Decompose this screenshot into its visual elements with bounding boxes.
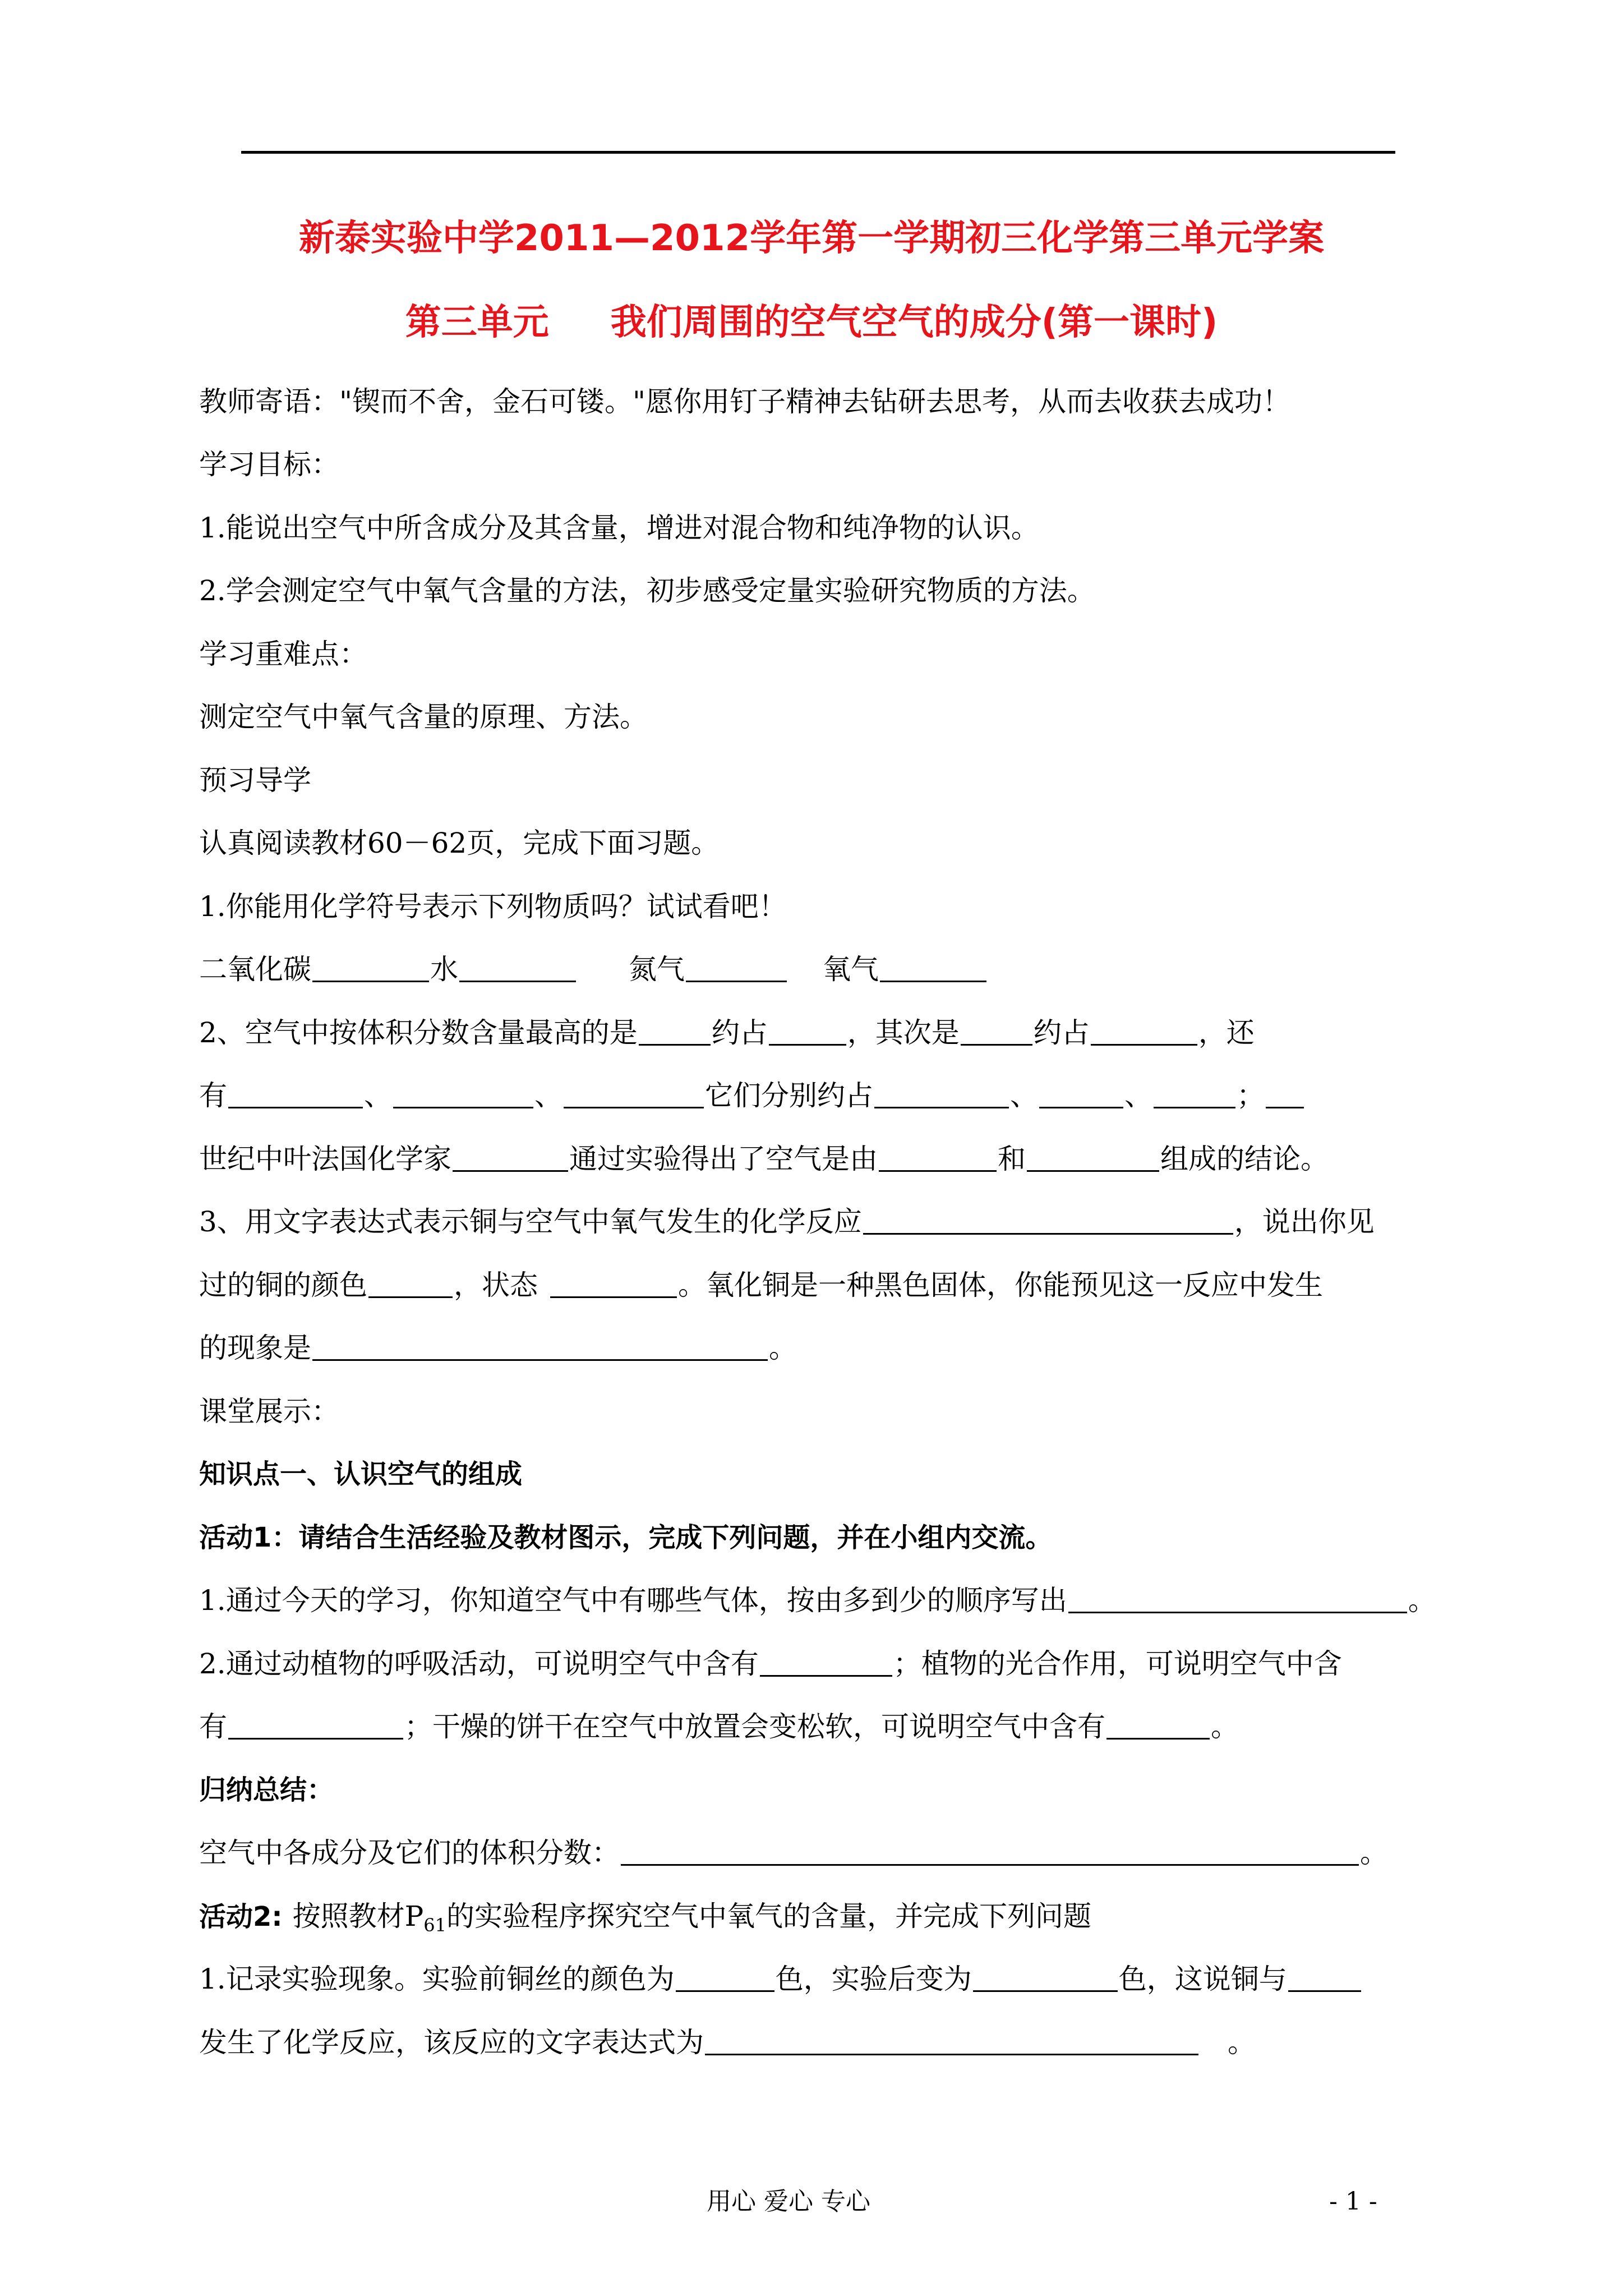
question-3-line-3: 的现象是 。 [199, 1328, 797, 1368]
summary-heading: 归纳总结： [199, 1774, 334, 1806]
activity-1-question-1: 1.通过今天的学习，你知道空气中有哪些气体，按由多到少的顺序写出 。 [199, 1581, 1436, 1620]
question-2-line-2: 有 、 、 它们分别约占 、 、 ； [199, 1076, 1305, 1115]
key-points-heading: 学习重难点： [199, 638, 367, 670]
unit-label: 第三单元 [405, 302, 549, 343]
document-subtitle [0, 300, 1623, 345]
goal-1: 1.能说出空气中所含成分及其含量，增进对混合物和纯净物的认识。 [199, 512, 1039, 544]
answer-blank[interactable] [1091, 1015, 1197, 1046]
question-2-line-3: 世纪中叶法国化学家 通过实验得出了空气是由 和 组成的结论。 [199, 1139, 1329, 1179]
activity-2-heading: 活动2: 按照教材$P_{61}$的实验程序探究空气中氧气的含量，并完成下列问题 [199, 1900, 1091, 1936]
question-3-line-2: 过的铜的颜色 ，状态 。氧化铜是一种黑色固体，你能预见这一反应中发生 [199, 1266, 1323, 1305]
header-rule [241, 151, 1395, 154]
answer-blank[interactable] [228, 1078, 363, 1108]
knowledge-point-1: 知识点一、认识空气的组成 [199, 1458, 523, 1490]
preview-heading: 预习导学 [199, 764, 311, 797]
answer-blank[interactable] [550, 1267, 677, 1298]
answer-blank[interactable] [459, 951, 576, 982]
label-oxygen: 氧气 [823, 953, 879, 986]
activity-1-question-2-line-2: 有 ；干燥的饼干在空气中放置会变松软，可说明空气中含有 。 [199, 1707, 1239, 1746]
answer-blank[interactable] [880, 951, 986, 982]
answer-blank[interactable] [228, 1709, 403, 1740]
symbol-blanks-line [199, 950, 988, 989]
label-co2: 二氧化碳 [199, 953, 311, 986]
answer-blank[interactable] [879, 1141, 997, 1172]
answer-blank[interactable] [564, 1078, 704, 1108]
summary-line: 空气中各成分及它们的体积分数： 。 [199, 1833, 1388, 1872]
learning-goals-heading: 学习目标： [199, 448, 339, 481]
activity-2-question-1-line-1: 1.记录实验现象。实验前铜丝的颜色为 色，实验后变为 色，这说铜与 [199, 1959, 1362, 1999]
answer-blank[interactable] [368, 1267, 453, 1298]
answer-blank[interactable] [1068, 1582, 1407, 1613]
answer-blank[interactable] [1288, 1961, 1361, 1992]
answer-blank[interactable] [863, 1204, 1233, 1235]
answer-blank[interactable] [961, 1015, 1032, 1046]
label-nitrogen: 氮气 [629, 953, 685, 986]
document-title: 新泰实验中学2011—2012学年第一学期初三化学第三单元学案 [298, 218, 1325, 259]
teacher-message: 教师寄语："锲而不舍，金石可镂。"愿你用钉子精神去钻研去思考，从而去收获去成功！ [199, 385, 1290, 418]
answer-blank[interactable] [676, 1961, 774, 1992]
answer-blank[interactable] [393, 1078, 533, 1108]
answer-blank[interactable] [312, 1330, 768, 1361]
classroom-heading: 课堂展示： [199, 1395, 339, 1428]
goal-2: 2.学会测定空气中氧气含量的方法，初步感受定量实验研究物质的方法。 [199, 574, 1095, 607]
answer-blank[interactable] [686, 951, 787, 982]
question-3-line-1: 3、用文字表达式表示铜与空气中氧气发生的化学反应 ，说出你见 [199, 1202, 1375, 1241]
answer-blank[interactable] [1154, 1078, 1235, 1108]
question-1: 1.你能用化学符号表示下列物质吗？试试看吧！ [199, 890, 787, 923]
answer-blank[interactable] [639, 1015, 711, 1046]
answer-blank[interactable] [760, 1646, 892, 1677]
preview-instruction: 认真阅读教材60－62页，完成下面习题。 [199, 827, 720, 859]
label-water: 水 [430, 953, 458, 986]
key-points-text: 测定空气中氧气含量的原理、方法。 [199, 701, 648, 733]
answer-blank[interactable] [769, 1015, 846, 1046]
answer-blank[interactable] [874, 1078, 1009, 1108]
answer-blank[interactable] [1266, 1078, 1304, 1108]
lesson-topic: 我们周围的空气空气的成分(第一课时) [610, 302, 1218, 343]
answer-blank[interactable] [621, 1835, 1359, 1866]
answer-blank[interactable] [1027, 1141, 1159, 1172]
answer-blank[interactable] [705, 2024, 1198, 2055]
answer-blank[interactable] [973, 1961, 1118, 1992]
activity-1-question-2-line-1: 2.通过动植物的呼吸活动，可说明空气中含有 ；植物的光合作用，可说明空气中含 [199, 1644, 1342, 1683]
answer-blank[interactable] [1106, 1709, 1210, 1740]
answer-blank[interactable] [312, 951, 429, 982]
question-2-line-1: 2、空气中按体积分数含量最高的是 约占 ，其次是 约占 ，还 [199, 1013, 1255, 1052]
page-number: - 1 - [1329, 2187, 1377, 2216]
activity-2-question-1-line-2: 发生了化学反应，该反应的文字表达式为 。 [199, 2023, 1256, 2062]
activity-1-heading: 活动1：请结合生活经验及教材图示，完成下列问题，并在小组内交流。 [199, 1522, 1053, 1553]
answer-blank[interactable] [1039, 1078, 1123, 1108]
answer-blank[interactable] [453, 1141, 568, 1172]
footer-motto: 用心 爱心 专心 [707, 2187, 870, 2216]
